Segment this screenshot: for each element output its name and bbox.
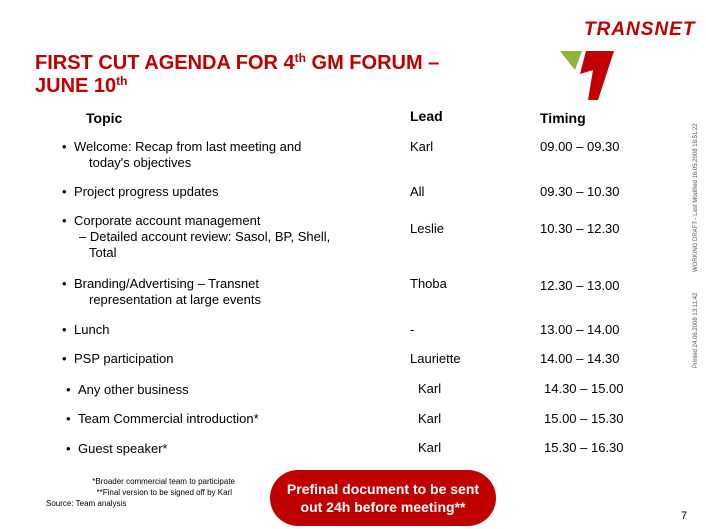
agenda-row-lead: Lauriette xyxy=(410,351,461,366)
agenda-row-lead: Karl xyxy=(418,440,442,455)
topic-line: Welcome: Recap from last meeting and xyxy=(74,139,302,154)
agenda-row-topic xyxy=(66,441,378,457)
agenda-row-timing: 09.30 – 10.30 xyxy=(540,184,620,199)
title-line1-sup: th xyxy=(294,51,306,65)
agenda-row-timing: 09.00 – 09.30 xyxy=(540,139,620,154)
agenda-row-timing: 15.30 – 16.30 xyxy=(544,440,624,455)
topic-line: Any other business xyxy=(78,382,189,397)
header-timing: Timing xyxy=(540,110,586,126)
agenda-row-timing: 14.00 – 14.30 xyxy=(540,351,620,366)
footnotes xyxy=(30,476,235,509)
topic-line: Lunch xyxy=(74,322,110,337)
topic-line: PSP participation xyxy=(74,351,174,366)
bullet-icon: • xyxy=(62,351,67,366)
agenda-row-lead: Karl xyxy=(418,381,442,396)
agenda-row-topic xyxy=(66,382,378,398)
page-number: 7 xyxy=(681,510,688,522)
header-lead: Lead xyxy=(410,108,443,124)
bullet-icon: • xyxy=(66,441,71,456)
agenda-row-timing: 15.00 – 15.30 xyxy=(544,411,624,426)
title-line2-sup: th xyxy=(116,74,128,88)
title-line2-prefix: JUNE 10 xyxy=(35,75,117,97)
agenda-row-timing: 13.00 – 14.00 xyxy=(540,322,620,337)
topic-line: – Detailed account review: Sasol, BP, Shell, xyxy=(79,229,331,244)
agenda-row-timing: 10.30 – 12.30 xyxy=(540,221,620,236)
callout-line1: Prefinal document to be sent xyxy=(286,481,480,497)
page-title xyxy=(35,52,505,98)
bullet-icon: • xyxy=(62,139,67,154)
topic-line: today's objectives xyxy=(89,155,192,170)
agenda-row-topic xyxy=(62,276,374,308)
footnote-line: **Final version to be signed off by Karl xyxy=(96,488,232,497)
agenda-row-topic xyxy=(62,351,374,367)
bullet-icon: • xyxy=(62,276,67,291)
agenda-row-lead: Leslie xyxy=(410,221,444,236)
side-printed-note: Printed 24.06.2008 13:11:42 xyxy=(693,292,699,368)
topic-line: Total xyxy=(89,245,117,260)
agenda-row-topic xyxy=(66,411,378,427)
topic-line: Project progress updates xyxy=(74,184,219,199)
transnet-logo-text: TRANSNET xyxy=(584,19,696,40)
topic-line: Branding/Advertising – Transnet xyxy=(74,276,259,291)
agenda-row-lead: Thoba xyxy=(410,276,447,291)
topic-line: Corporate account management xyxy=(74,213,261,228)
header-topic: Topic xyxy=(86,110,123,126)
bullet-icon: • xyxy=(62,184,67,199)
footnote-line: *Broader commercial team to participate xyxy=(92,477,235,486)
callout-line2: out 24h before meeting** xyxy=(300,499,466,515)
side-draft-note: WORKING DRAFT - Last Modified 16.05.2008 18:51:22 xyxy=(693,123,699,272)
title-line1-prefix: FIRST CUT AGENDA FOR 4 xyxy=(35,52,295,74)
bullet-icon: • xyxy=(62,322,67,337)
footnote-line: Source: Team analysis xyxy=(46,499,127,508)
title-line1-suffix: GM FORUM – xyxy=(305,52,440,74)
topic-line: Guest speaker* xyxy=(78,441,168,456)
agenda-row-timing: 14.30 – 15.00 xyxy=(544,381,624,396)
bullet-icon: • xyxy=(66,382,71,397)
agenda-row-lead: - xyxy=(410,322,415,337)
agenda-row-topic xyxy=(62,322,374,338)
topic-line: Team Commercial introduction* xyxy=(78,411,259,426)
agenda-row-lead: Karl xyxy=(410,139,434,154)
bullet-icon: • xyxy=(66,411,71,426)
prefinal-callout xyxy=(270,470,496,526)
agenda-row-lead: All xyxy=(410,184,425,199)
agenda-row-lead: Karl xyxy=(418,411,442,426)
transnet-logo-mark-icon xyxy=(558,46,616,109)
bullet-icon: • xyxy=(62,213,67,228)
topic-line: representation at large events xyxy=(89,292,261,307)
agenda-row-topic xyxy=(62,213,374,261)
agenda-row-topic xyxy=(62,184,374,200)
agenda-row-timing: 12.30 – 13.00 xyxy=(540,278,620,293)
agenda-row-topic xyxy=(62,139,374,171)
